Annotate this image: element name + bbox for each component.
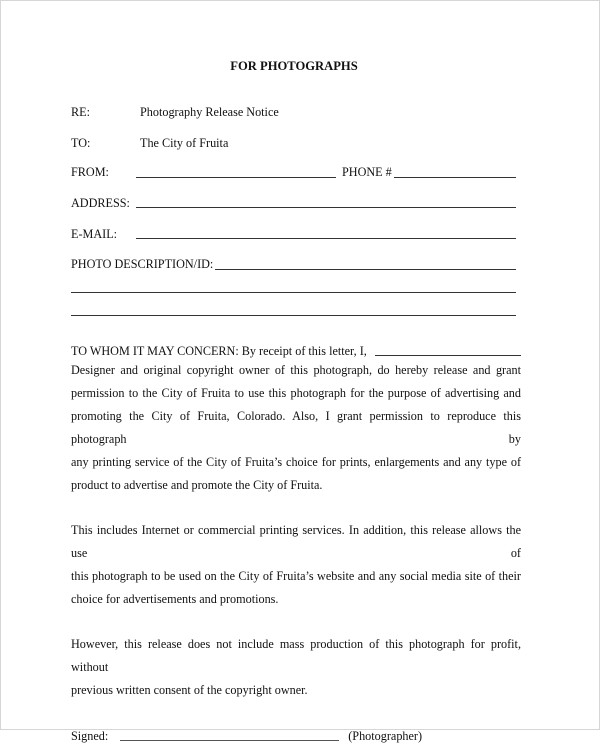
paragraph-gap bbox=[71, 497, 521, 519]
re-label: RE: bbox=[71, 105, 90, 119]
signed-label: Signed: bbox=[71, 729, 109, 743]
email-label: E-MAIL: bbox=[71, 227, 118, 241]
photo-description-line-3[interactable] bbox=[71, 315, 516, 316]
address-label: ADDRESS: bbox=[71, 196, 130, 210]
paragraph-line: product to advertise and promote the City of Fruita. bbox=[71, 478, 323, 492]
paragraph-exclusion bbox=[71, 633, 521, 702]
intro-row bbox=[71, 341, 521, 359]
from-label: FROM: bbox=[71, 165, 109, 179]
signature-row bbox=[71, 729, 521, 744]
from-field[interactable] bbox=[136, 177, 336, 178]
name-field[interactable] bbox=[375, 355, 521, 356]
paragraph-line: permission to the City of Fruita to use this photograph for the purpose of advertising and bbox=[71, 386, 521, 400]
phone-label: PHONE # bbox=[342, 165, 392, 179]
re-value: Photography Release Notice bbox=[140, 105, 279, 119]
paragraph-line: previous written consent of the copyright owner. bbox=[71, 683, 308, 697]
paragraph-line: promoting the City of Fruita, Colorado. Also, I grant permission to reproduce this photograph by bbox=[71, 409, 521, 446]
photographer-label: (Photographer) bbox=[348, 729, 423, 743]
intro-text: TO WHOM IT MAY CONCERN: By receipt of this letter, I, bbox=[71, 344, 367, 358]
to-label: TO: bbox=[71, 136, 91, 150]
paragraph-line: any printing service of the City of Fruita’s choice for prints, enlargements and any type of bbox=[71, 455, 521, 469]
email-field[interactable] bbox=[136, 238, 516, 239]
to-value: The City of Fruita bbox=[140, 136, 229, 150]
photo-description-label: PHOTO DESCRIPTION/ID: bbox=[71, 257, 214, 271]
paragraph-line: This includes Internet or commercial printing services. In addition, this release allows the use of bbox=[71, 523, 521, 560]
paragraph-internet bbox=[71, 519, 521, 611]
paragraph-line: However, this release does not include mass production of this photograph for profit, without bbox=[71, 637, 521, 674]
paragraph-line: Designer and original copyright owner of this photograph, do hereby release and grant bbox=[71, 363, 521, 377]
page-title: FOR PHOTOGRAPHS bbox=[230, 59, 358, 73]
phone-field[interactable] bbox=[394, 177, 516, 178]
photo-description-line-2[interactable] bbox=[71, 292, 516, 293]
paragraph-line: choice for advertisements and promotions. bbox=[71, 592, 279, 606]
paragraph-line: this photograph to be used on the City of Fruita’s website and any social media site of their bbox=[71, 569, 521, 583]
signature-field[interactable] bbox=[120, 740, 339, 741]
address-field[interactable] bbox=[136, 207, 516, 208]
paragraph-gap bbox=[71, 611, 521, 633]
letter-body bbox=[71, 341, 521, 744]
paragraph-release bbox=[71, 359, 521, 497]
photo-description-field[interactable] bbox=[215, 269, 516, 270]
